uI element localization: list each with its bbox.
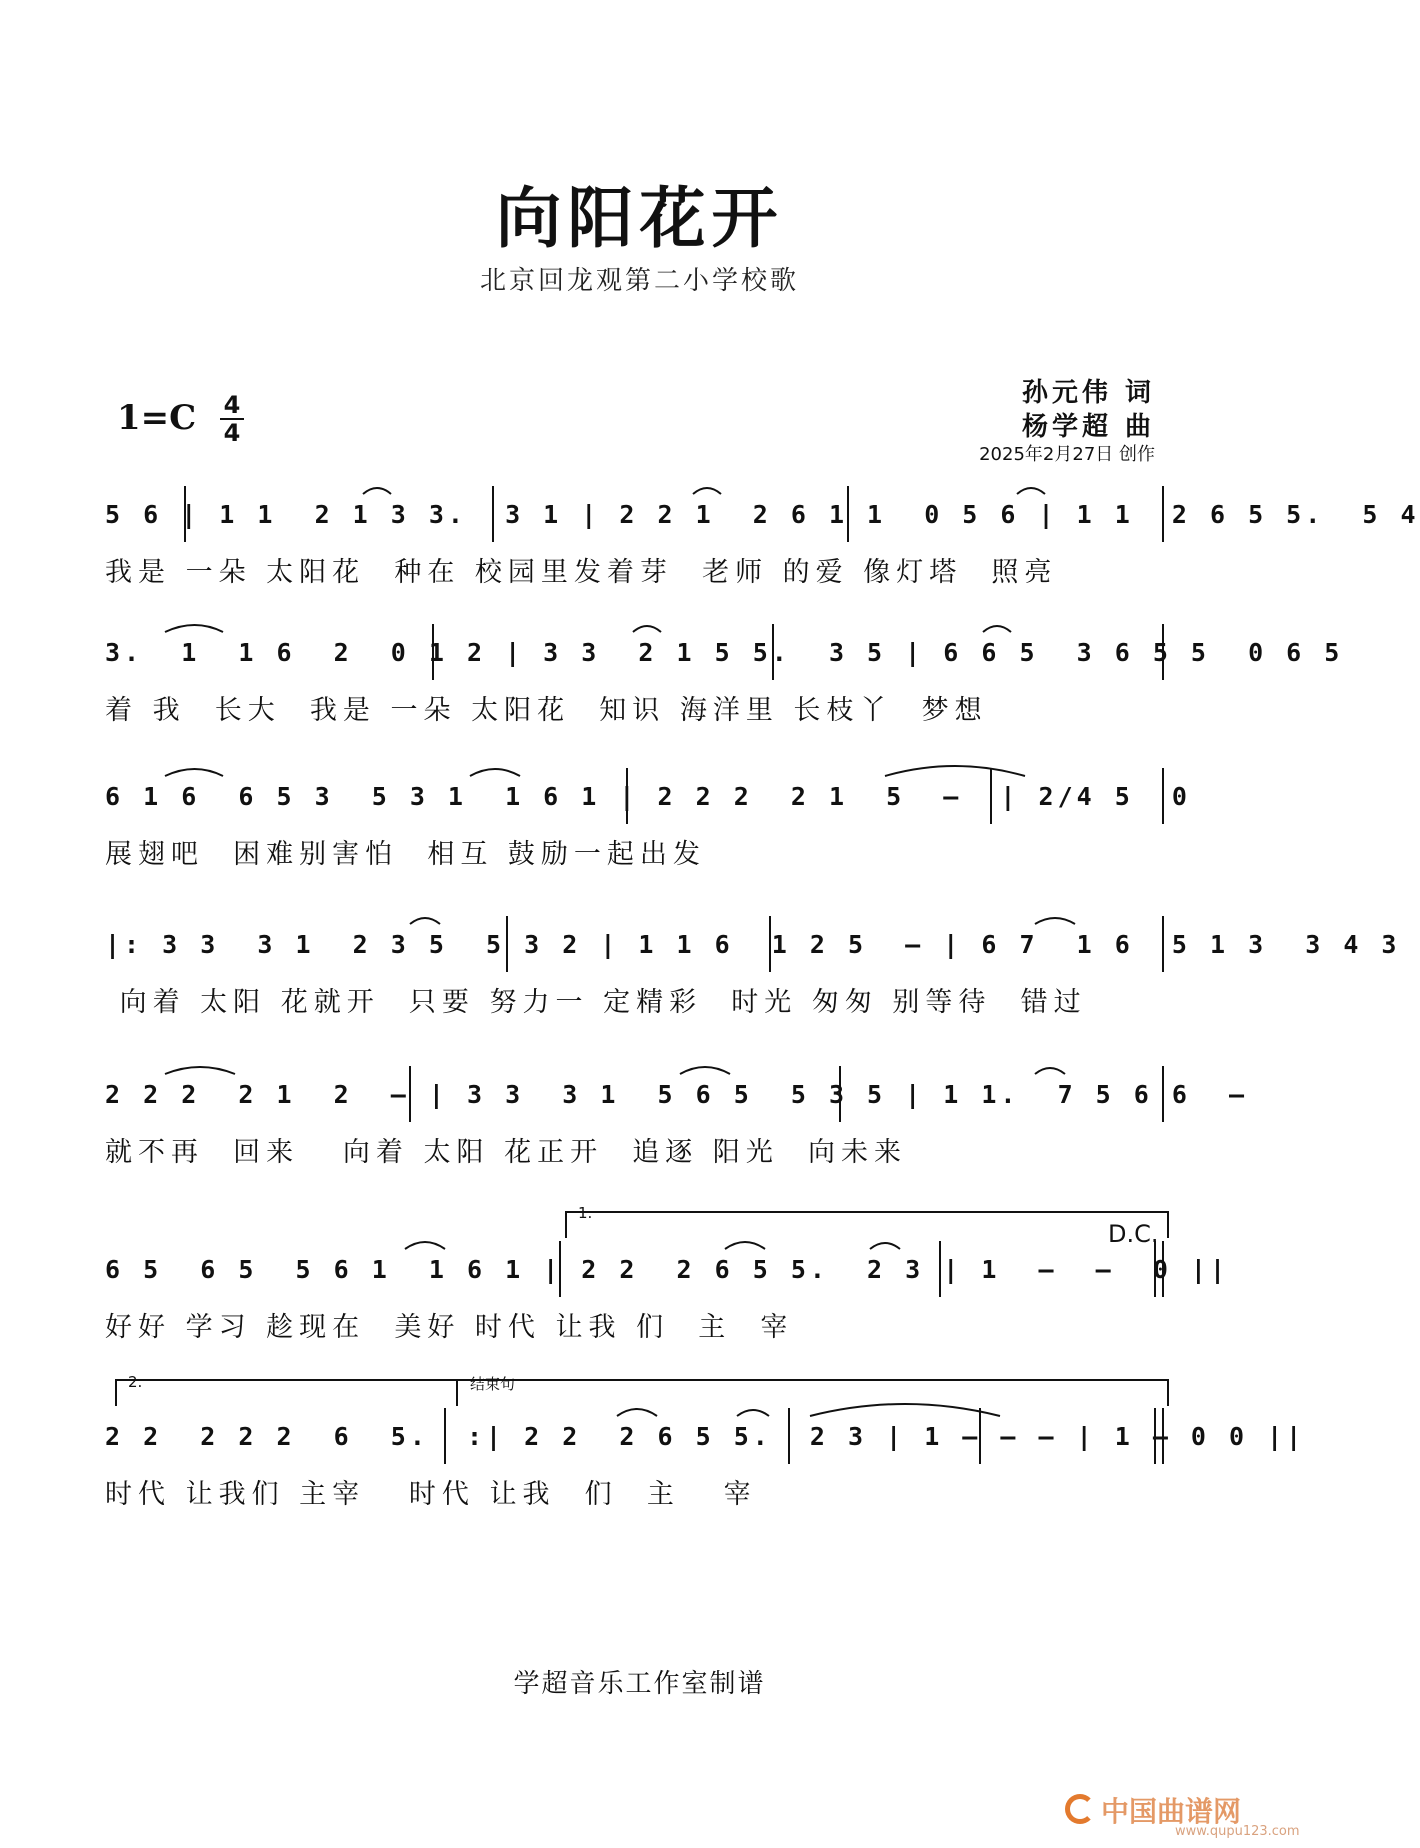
score-row-3-notes: 6 1 6 6 5 3 5 3 1 1 6 1 | 2 2 2 2 1 5 – | 2/4 5 0	[105, 782, 1191, 811]
score-row-4-notes: |: 3 3 3 1 2 3 5 5 3 2 | 1 1 6 1 2 5 – | 6 7 1 6 5 1 3 3 4 3	[105, 930, 1401, 959]
volta-1-label: 1.	[578, 1204, 593, 1222]
score-row-2-notes: 3. 1 1 6 2 0 1 2 | 3 3 2 1 5 5. 3 5 | 6 6 5 3 6 5 5 0 6 5	[105, 638, 1344, 667]
watermark-url: www.qupu123.com	[1175, 1824, 1300, 1839]
key-signature: 1=C	[117, 398, 197, 438]
score-row-7-lyrics: 时代 让我们 主宰 时代 让我 们 主 宰	[105, 1479, 757, 1510]
watermark-logo	[1055, 1790, 1300, 1840]
score-row-7-notes: 2 2 2 2 2 6 5. :| 2 2 2 6 5 5. 2 3 | 1 – – – | 1 – 0 0 ||	[105, 1422, 1306, 1451]
composition-date: 2025年2月27日 创作	[979, 444, 1155, 465]
score-row-3-lyrics: 展翅吧 困难别害怕 相互 鼓励一起出发	[105, 839, 706, 870]
dc-marking: D.C.	[1108, 1220, 1159, 1248]
watermark-icon	[1065, 1794, 1095, 1824]
footer-credit: 学超音乐工作室制谱	[513, 1669, 766, 1699]
ending-bracket	[456, 1378, 1170, 1408]
volta-2-label: 2.	[128, 1373, 143, 1391]
composer-credit: 杨学超 曲	[1021, 412, 1155, 442]
time-signature-top: 4	[223, 391, 241, 419]
score-row-6-lyrics: 好好 学习 趁现在 美好 时代 让我 们 主 宰	[105, 1312, 794, 1343]
page-title: 向阳花开	[495, 180, 784, 257]
time-signature	[218, 392, 246, 446]
score-row-2-lyrics: 着 我 长大 我是 一朵 太阳花 知识 海洋里 长枝丫 梦想	[105, 695, 988, 726]
page-subtitle: 北京回龙观第二小学校歌	[479, 266, 799, 296]
volta-2-bracket	[115, 1378, 460, 1408]
watermark-name: 中国曲谱网	[1101, 1795, 1242, 1828]
score-row-5-lyrics: 就不再 回来 向着 太阳 花正开 追逐 阳光 向未来	[105, 1137, 907, 1168]
score-row-4-lyrics: 向着 太阳 花就开 只要 努力一 定精彩 时光 匆匆 别等待 错过	[105, 987, 1087, 1018]
lyricist-credit: 孙元伟 词	[1021, 378, 1155, 408]
volta-1-bracket	[565, 1210, 1170, 1240]
ending-label: 结束句	[470, 1375, 516, 1393]
score-row-6-notes: 6 5 6 5 5 6 1 1 6 1 | 2 2 2 6 5 5. 2 3 | 1 – – 0 ||	[105, 1255, 1230, 1284]
score-row-1-notes: 5 6 | 1 1 2 1 3 3. 3 1 | 2 2 1 2 6 1 1 0 5 6 | 1 1 2 6 5 5. 5 4	[105, 500, 1420, 529]
score-row-5-notes: 2 2 2 2 1 2 – | 3 3 3 1 5 6 5 5 3 5 | 1 1. 7 5 6 6 –	[105, 1080, 1249, 1109]
score-row-1-lyrics: 我是 一朵 太阳花 种在 校园里发着芽 老师 的爱 像灯塔 照亮	[105, 557, 1058, 588]
time-signature-bottom: 4	[223, 419, 241, 447]
